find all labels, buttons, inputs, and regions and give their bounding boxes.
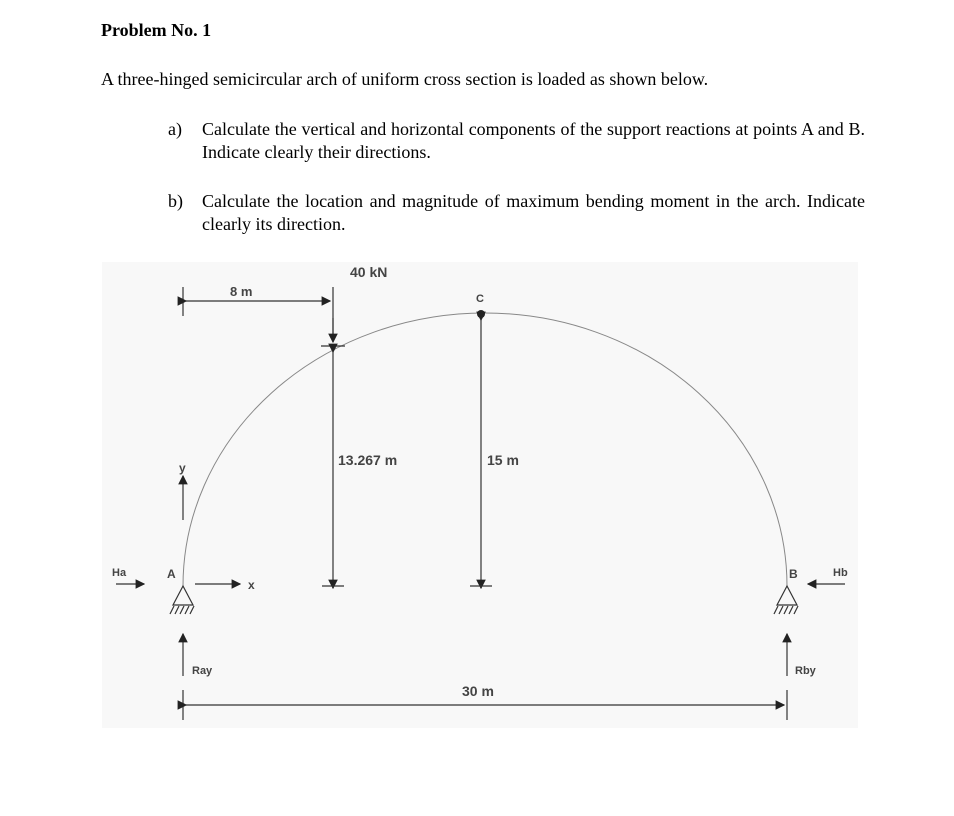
question-text: Calculate the vertical and horizontal components of the support reactions at points A and B. Indicate clearly their directions. [202,119,865,162]
question-text: Calculate the location and magnitude of maximum bending moment in the arch. Indicate clearly its direction. [202,191,865,234]
rby-label: Rby [795,665,816,677]
load-label: 40 kN [350,264,388,280]
question-label: b) [168,191,183,211]
hinge-c [477,310,485,318]
x-axis-label: x [248,578,255,592]
dim-8m-label: 8 m [230,284,253,299]
question-label: a) [168,119,182,139]
y-axis-label: y [179,461,186,475]
point-c-label: C [476,293,484,305]
point-a-label: A [167,567,176,581]
hb-label: Hb [833,567,848,579]
dim-13267-label: 13.267 m [338,452,398,468]
ray-label: Ray [192,665,213,677]
problem-title: Problem No. 1 [101,20,212,40]
dim-15m-label: 15 m [487,452,519,468]
ha-label: Ha [112,567,127,579]
span-label: 30 m [462,683,494,699]
problem-intro: A three-hinged semicircular arch of uniform cross section is loaded as shown below. [101,69,709,89]
point-b-label: B [789,567,798,581]
figure-background [102,262,858,728]
